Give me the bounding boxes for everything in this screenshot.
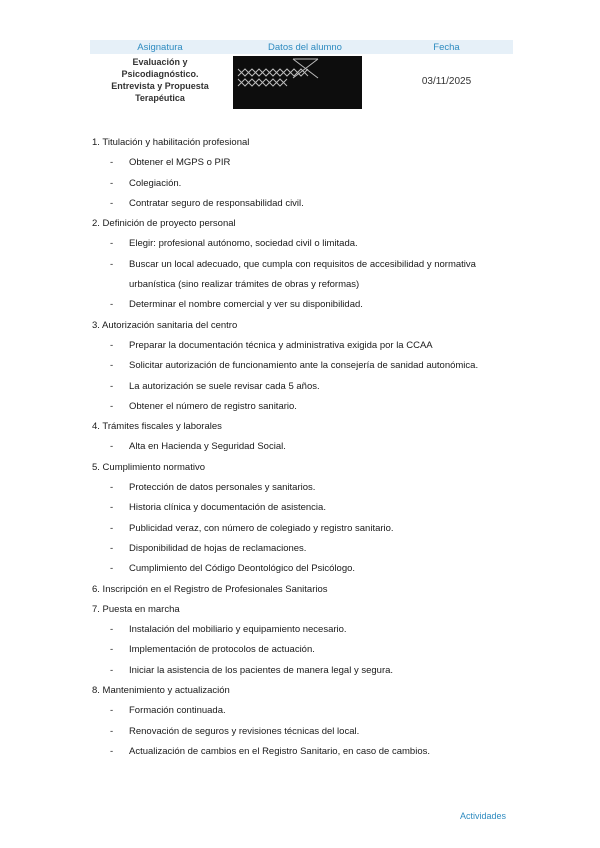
section-title: 7. Puesta en marcha <box>92 603 180 615</box>
section-title: 3. Autorización sanitaria del centro <box>92 319 238 331</box>
subject-name: Evaluación y Psicodiagnóstico. Entrevista y Propuesta Terapéutica <box>111 57 209 103</box>
section-title: 5. Cumplimiento normativo <box>92 461 205 473</box>
list-item-text: Buscar un local adecuado, que cumpla con requisitos de accesibilidad y normativa urbanística (sino realizar trámites de obras y reformas) <box>129 258 476 291</box>
bullet-dash: - <box>110 542 114 554</box>
header-student-label: Datos del alumno <box>268 41 342 53</box>
list-item <box>92 742 512 762</box>
list-item-text: Formación continuada. <box>129 705 226 717</box>
list-item-text: Alta en Hacienda y Seguridad Social. <box>129 441 286 453</box>
bullet-dash: - <box>110 258 114 270</box>
bullet-dash: - <box>110 441 114 453</box>
bullet-dash: - <box>110 360 114 372</box>
list-item-text: Determinar el nombre comercial y ver su disponibilidad. <box>129 299 363 311</box>
list-item-text: Implementación de protocolos de actuación. <box>129 644 315 656</box>
bullet-dash: - <box>110 705 114 717</box>
list-item-text: Cumplimiento del Código Deontológico del Psicólogo. <box>129 563 356 575</box>
list-item <box>92 661 512 681</box>
student-data <box>230 54 380 112</box>
bullet-dash: - <box>110 725 114 737</box>
section-title: 8. Mantenimiento y actualización <box>92 685 230 697</box>
list-item <box>92 722 512 742</box>
list-item <box>92 153 512 173</box>
list-item-text: La autorización se suele revisar cada 5 años. <box>129 380 320 392</box>
list-item <box>92 539 512 559</box>
list-item <box>92 640 512 660</box>
list-item <box>92 295 512 315</box>
header-table <box>90 40 513 112</box>
bullet-dash: - <box>110 197 114 209</box>
bullet-dash: - <box>110 563 114 575</box>
list-item-text: Renovación de seguros y revisiones técnicas del local. <box>129 725 360 737</box>
list-item <box>92 478 512 498</box>
list-item <box>92 234 512 254</box>
bullet-dash: - <box>110 380 114 392</box>
bullet-dash: - <box>110 624 114 636</box>
list-item <box>92 519 512 539</box>
header-content-row <box>90 54 513 112</box>
list-item-text: Contratar seguro de responsabilidad civil. <box>129 197 304 209</box>
list-item-text: Obtener el número de registro sanitario. <box>129 400 297 412</box>
bullet-dash: - <box>110 238 114 250</box>
bullet-dash: - <box>110 339 114 351</box>
list-item <box>92 336 512 356</box>
bullet-dash: - <box>110 177 114 189</box>
steps-list <box>92 133 512 762</box>
list-item <box>92 701 512 721</box>
list-item <box>92 437 512 457</box>
section-title: 1. Titulación y habilitación profesional <box>92 137 250 148</box>
bullet-dash: - <box>110 664 114 676</box>
section-title: 2. Definición de proyecto personal <box>92 218 236 230</box>
list-item <box>92 356 512 376</box>
bullet-dash: - <box>110 522 114 534</box>
list-item-text: Solicitar autorización de funcionamiento ante la consejería de sanidad autonómica. <box>129 360 479 372</box>
header-date-label: Fecha <box>433 41 460 53</box>
list-item-text: Colegiación. <box>129 177 182 189</box>
list-item-text: Obtener el MGPS o PIR <box>129 157 231 169</box>
list-item-text: Elegir: profesional autónomo, sociedad civil o limitada. <box>129 238 358 250</box>
bullet-dash: - <box>110 299 114 311</box>
bullet-dash: - <box>110 157 114 169</box>
bullet-dash: - <box>110 644 114 656</box>
list-item-text: Actualización de cambios en el Registro Sanitario, en caso de cambios. <box>129 745 430 757</box>
list-item <box>92 498 512 518</box>
header-row <box>90 40 513 54</box>
bullet-dash: - <box>110 502 114 514</box>
list-item-text: Preparar la documentación técnica y administrativa exigida por la CCAA <box>129 339 433 351</box>
list-item-text: Publicidad veraz, con número de colegiado y registro sanitario. <box>129 522 394 534</box>
bullet-dash: - <box>110 745 114 757</box>
footer-label: Actividades <box>459 811 506 821</box>
header-subject-label: Asignatura <box>137 41 183 53</box>
list-item <box>92 397 512 417</box>
list-item-text: Instalación del mobiliario y equipamiento necesario. <box>129 624 347 636</box>
list-item <box>92 559 512 579</box>
list-item-text: Protección de datos personales y sanitarios. <box>129 482 316 494</box>
list-item <box>92 620 512 640</box>
bullet-dash: - <box>110 400 114 412</box>
list-item <box>92 255 512 296</box>
list-item-text: Iniciar la asistencia de los pacientes de manera legal y segura. <box>129 664 394 676</box>
section-title: 4. Trámites fiscales y laborales <box>92 421 222 433</box>
list-item-text: Historia clínica y documentación de asistencia. <box>129 502 326 514</box>
redacted-block <box>233 56 362 109</box>
list-item <box>92 174 512 194</box>
section-title: 6. Inscripción en el Registro de Profesionales Sanitarios <box>92 583 328 595</box>
redaction-pattern <box>233 56 362 109</box>
list-item-text: Disponibilidad de hojas de reclamaciones. <box>129 542 307 554</box>
bullet-dash: - <box>110 482 114 494</box>
list-item <box>92 377 512 397</box>
date-value: 03/11/2025 <box>421 76 472 87</box>
list-item <box>92 194 512 214</box>
